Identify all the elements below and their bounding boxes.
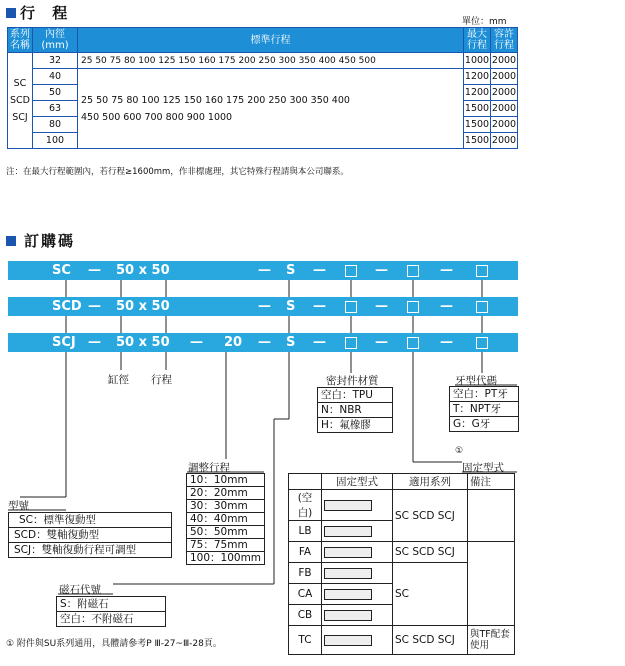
cylinder-cb-icon	[322, 605, 393, 626]
series-scd: SCD	[10, 95, 30, 106]
cylinder-icon	[322, 490, 393, 521]
thread-options	[449, 386, 519, 432]
list-item: 空白：PT牙	[450, 387, 518, 402]
stroke-label: 行程	[151, 374, 172, 386]
model-code: SCD	[52, 299, 82, 314]
bore-label: 缸徑	[108, 374, 129, 386]
standard-line1: 25 50 75 80 100 125 150 160 175 200 250 300 350 400	[81, 94, 350, 106]
order-section-title: 訂購碼	[24, 232, 76, 250]
list-item: 空白：TPU	[318, 388, 392, 403]
list-item: 20：20mm	[187, 487, 264, 500]
dash: —	[375, 299, 388, 314]
cylinder-fb-icon	[322, 563, 393, 584]
allow-cell: 2000	[491, 69, 518, 85]
seal-slot	[345, 265, 357, 277]
list-item: S：附磁石	[57, 597, 165, 612]
header-allow: 容許行程	[491, 28, 518, 53]
cylinder-fa-icon	[322, 542, 393, 563]
mount-series: SC SCD SCJ	[393, 626, 468, 655]
model-code: SC	[52, 263, 71, 278]
thread-slot	[476, 337, 488, 349]
header-max: 最大行程	[464, 28, 491, 53]
mount-table-header	[289, 474, 515, 490]
model-title: 型號	[8, 500, 29, 512]
thread-slot	[476, 301, 488, 313]
model-code: SCJ	[52, 335, 76, 350]
cylinder-tc-icon	[322, 626, 393, 655]
seal-title: 密封件材質	[326, 375, 379, 387]
adjust-options	[186, 473, 265, 565]
list-item: H：氟橡膠	[321, 419, 371, 431]
cylinder-ca-icon	[322, 584, 393, 605]
mount-series: SC	[393, 563, 468, 626]
bore-cell: 50	[33, 85, 78, 101]
mount-remark	[468, 542, 515, 626]
bore-cell: 100	[33, 133, 78, 149]
footnote: ① 附件與SU系列通用，具體請參考P Ⅲ-27~Ⅲ-28頁。	[6, 639, 222, 649]
mount-code: FB	[289, 563, 322, 584]
mount-code: TC	[289, 626, 322, 655]
mount-code: LB	[289, 521, 322, 542]
header-remark: 備注	[468, 474, 515, 490]
list-item: SC：標準復動型	[9, 513, 171, 528]
list-item: SCD：雙軸復動型	[9, 528, 171, 543]
order-bar-scd	[8, 297, 518, 316]
list-item: 30：30mm	[187, 500, 264, 513]
list-item: 10：10mm	[187, 474, 264, 487]
allow-cell: 2000	[491, 85, 518, 101]
dash: —	[258, 335, 271, 350]
allow-cell: 2000	[491, 117, 518, 133]
magnet-code: S	[286, 263, 296, 278]
order-bar-scj	[8, 333, 518, 352]
bore-cell: 40	[33, 69, 78, 85]
dash: —	[88, 263, 101, 278]
max-cell: 1500	[464, 101, 491, 117]
adjust-title: 調整行程	[188, 462, 230, 474]
mount-remark: 與TF配套使用	[468, 626, 515, 655]
max-cell: 1000	[464, 53, 491, 69]
seal-slot	[345, 301, 357, 313]
unit-label: 單位：mm	[462, 17, 507, 27]
mount-code: FA	[289, 542, 322, 563]
order-bar-sc	[8, 261, 518, 280]
list-item: 40：40mm	[187, 513, 264, 526]
table-row	[289, 490, 515, 521]
allow-cell: 2000	[491, 101, 518, 117]
max-cell: 1500	[464, 117, 491, 133]
mount-code: CA	[289, 584, 322, 605]
mount-slot	[407, 301, 419, 313]
mount-table	[288, 473, 515, 655]
size-code: 50 x 50	[116, 263, 170, 278]
header-type: 固定型式	[322, 474, 393, 490]
list-item: 75：75mm	[187, 539, 264, 552]
size-code: 50 x 50	[116, 335, 170, 350]
header-code	[289, 474, 322, 490]
magnet-title: 磁石代號	[59, 584, 101, 596]
list-item: 100：100mm	[190, 552, 262, 564]
magnet-code: S	[286, 335, 296, 350]
mount-remark	[468, 490, 515, 542]
max-cell: 1200	[464, 85, 491, 101]
dash: —	[88, 335, 101, 350]
standard-line2: 450 500 600 700 800 900 1000	[81, 111, 233, 123]
stroke-note: 注：在最大行程範圍內，若行程≥1600mm，作非標處理，其它特殊行程請與本公司聯系。	[6, 167, 349, 177]
list-item: SCJ：雙軸復動行程可調型	[14, 544, 137, 556]
cylinder-lb-icon	[322, 521, 393, 542]
list-item: G：G牙	[453, 418, 491, 430]
dash: —	[313, 299, 326, 314]
header-series: 系列名稱	[8, 28, 33, 53]
mount-slot	[407, 265, 419, 277]
mount-code: (空白)	[289, 490, 322, 521]
magnet-code: S	[286, 299, 296, 314]
bore-cell: 63	[33, 101, 78, 117]
header-bore: 內徑(mm)	[33, 28, 78, 53]
stroke-section-title: 行 程	[20, 4, 74, 22]
max-cell: 1500	[464, 133, 491, 149]
series-sc: SC	[13, 78, 27, 89]
dash: —	[88, 299, 101, 314]
dash: —	[440, 299, 453, 314]
table-row	[289, 542, 515, 563]
dash: —	[440, 263, 453, 278]
dash: —	[375, 263, 388, 278]
mount-series: SC SCD SCJ	[393, 542, 468, 563]
standard-cell: 25 50 75 80 100 125 150 160 175 200 250 300 350 400 450 500	[78, 53, 464, 69]
bore-cell: 32	[33, 53, 78, 69]
mount-code: CB	[289, 605, 322, 626]
dash: —	[313, 263, 326, 278]
mount-note-marker: ①	[455, 446, 464, 456]
adjust-stroke-code: 20	[224, 335, 243, 350]
list-item: T：NPT牙	[450, 402, 518, 417]
seal-options	[317, 387, 393, 433]
list-item: 空白：不附磁石	[60, 613, 134, 625]
allow-cell: 2000	[491, 53, 518, 69]
list-item: 50：50mm	[187, 526, 264, 539]
bore-cell: 80	[33, 117, 78, 133]
table-row	[289, 626, 515, 655]
header-series: 適用系列	[393, 474, 468, 490]
allow-cell: 2000	[491, 133, 518, 149]
list-item: N：NBR	[318, 403, 392, 418]
series-scj: SCJ	[12, 112, 28, 123]
thread-title: 牙型代碼	[455, 375, 497, 387]
size-code: 50 x 50	[116, 299, 170, 314]
dash: —	[190, 335, 203, 350]
mount-series: SC SCD SCJ	[393, 490, 468, 542]
magnet-options	[56, 596, 166, 627]
model-options	[8, 512, 172, 558]
mount-slot	[407, 337, 419, 349]
dash: —	[375, 335, 388, 350]
thread-slot	[476, 265, 488, 277]
max-cell: 1200	[464, 69, 491, 85]
dash: —	[313, 335, 326, 350]
mount-title: 固定型式	[462, 462, 504, 474]
dash: —	[440, 335, 453, 350]
header-standard: 標準行程	[78, 28, 464, 53]
seal-slot	[345, 337, 357, 349]
dash: —	[258, 299, 271, 314]
dash: —	[258, 263, 271, 278]
